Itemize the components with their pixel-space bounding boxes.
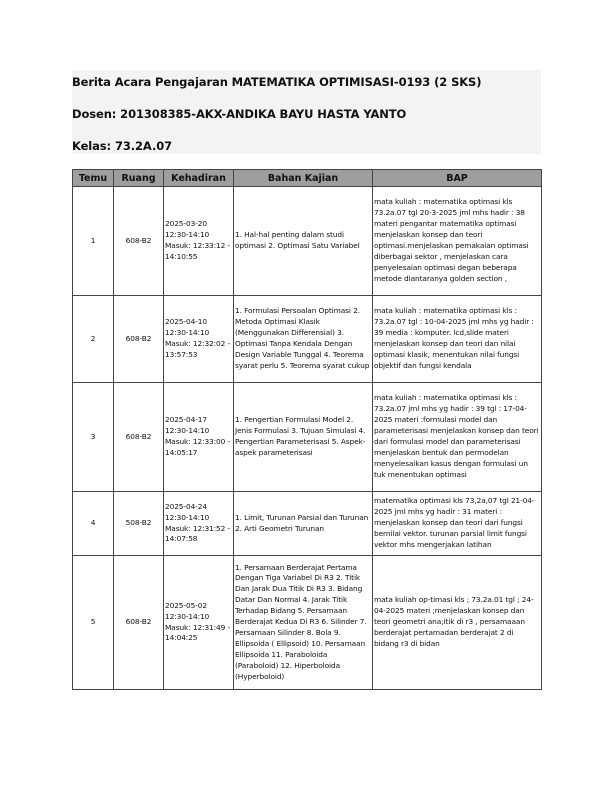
cell-bahan-kajian: 1. Hal-hal penting dalam studi optimasi 2. Optimasi Satu Variabel: [234, 187, 373, 296]
table-row: [73, 383, 542, 492]
table-row: [73, 296, 542, 383]
cell-bahan-kajian: 1. Pengertian Formulasi Model 2. Jenis Formulasi 3. Tujuan Simulasi 4. Pengertian Parameterisasi 5. Aspek-aspek parameterisasi: [234, 383, 373, 492]
cell-bap: mata kuliah : matematika optimasi kls 73.2a.07 tgl 20-3-2025 jml mhs hadir : 38 materi pengantar matematika optimasi menjelaskan konsep dan teori optimasi.menjelaskan pemakaian optimasi diberbagai sektor , menjelaskan cara penyelesaian optimasi degan beberapa metode diantaranya golden section ,: [373, 187, 542, 296]
column-header-temu: Temu: [73, 170, 114, 187]
cell-bap: mata kuliah : matematika optimasi kls : 73.2a.07 tgl : 10-04-2025 jml mhs yg hadir : 39 media : komputer. lcd,slide materi menjelaskan konsep dan teori dan nilai optimasi klasik, menentukan nilai fungsi objektif dan fungsi kendala: [373, 296, 542, 383]
table-row: [73, 556, 542, 690]
cell-bahan-kajian: 1. Persamaan Berderajat Pertama Dengan Tiga Variabel Di R3 2. Titik Dan Jarak Dua Titik Di R3 3. Bidang Datar Dan Normal 4. Jarak Titik Terhadap Bidang 5. Persamaan Berderajat Kedua Di R3 6. Silinder 7. Persamaan Silinder 8. Bola 9. Ellipsoida ( Ellipsoid) 10. Persamaan Ellipsoida 11. Paraboloida (Paraboloid) 12. Hiperboloida (Hyperboloid): [234, 556, 373, 690]
cell-bahan-kajian: 1. Formulasi Persoalan Optimasi 2. Metoda Optimasi Klasik (Menggunakan Differensial) 3. Optimasi Tanpa Kendala Dengan Design Variable Tunggal 4. Teorema syarat perlu 5. Teorema syarat cukup: [234, 296, 373, 383]
header-box: [72, 70, 541, 154]
cell-temu: 5: [73, 556, 114, 690]
lecturer-line: Dosen: 201308385-AKX-ANDIKA BAYU HASTA YANTO: [72, 107, 407, 121]
cell-kehadiran: 2025-04-10 12:30-14:10 Masuk: 12:32:02 - 13:57:53: [164, 296, 234, 383]
cell-ruang: 508-B2: [114, 492, 164, 556]
table-row: [73, 492, 542, 556]
cell-kehadiran: 2025-03-20 12:30-14:10 Masuk: 12:33:12 - 14:10:55: [164, 187, 234, 296]
cell-ruang: 608-B2: [114, 556, 164, 690]
cell-ruang: 608-B2: [114, 296, 164, 383]
column-header-bahan-kajian: Bahan Kajian: [234, 170, 373, 187]
column-header-ruang: Ruang: [114, 170, 164, 187]
cell-temu: 3: [73, 383, 114, 492]
cell-bap: matematika optimasi kls 73,2a,07 tgl 21-04-2025 jml mhs yg hadir : 31 materi : menjelaskan konsep dan teori dari fungsi bernilai vektor. turunan parsial limit fungsi vektor mhs mengerjakan latihan: [373, 492, 542, 556]
cell-kehadiran: 2025-04-24 12:30-14:10 Masuk: 12:31:52 - 14:07:58: [164, 492, 234, 556]
cell-bap: mata kuliah : matematika optimasi kls : 73.2a.07 jml mhs yg hadir : 39 tgl : 17-04-2025 materi :formulasi model dan parameterisasi menjelaskan konsep dan teori dari formulasi model dan parameterisasi menjelaskan bentuk dan permodelan menyelesaikan kasus dengan formulasi un tuk menentukan optimasi: [373, 383, 542, 492]
cell-temu: 1: [73, 187, 114, 296]
cell-temu: 2: [73, 296, 114, 383]
table-header-row: [73, 170, 542, 187]
cell-ruang: 608-B2: [114, 383, 164, 492]
cell-bahan-kajian: 1. Limit, Turunan Parsial dan Turunan 2. Arti Geometri Turunan: [234, 492, 373, 556]
column-header-kehadiran: Kehadiran: [164, 170, 234, 187]
column-header-bap: BAP: [373, 170, 542, 187]
table-row: [73, 187, 542, 296]
cell-ruang: 608-B2: [114, 187, 164, 296]
cell-temu: 4: [73, 492, 114, 556]
class-line: Kelas: 73.2A.07: [72, 139, 173, 153]
document-title: Berita Acara Pengajaran MATEMATIKA OPTIMISASI-0193 (2 SKS): [72, 75, 482, 89]
cell-kehadiran: 2025-05-02 12:30-14:10 Masuk: 12:31:49 - 14:04:25: [164, 556, 234, 690]
cell-kehadiran: 2025-04-17 12:30-14:10 Masuk: 12:33:00 - 14:05:17: [164, 383, 234, 492]
cell-bap: mata kuliah op-timasi kls ; 73.2a.01 tgl ; 24-04-2025 materi ;menjelaskan konsep dan teori geometri ana;itik di r3 , persamaaan berderajat pertamadan berderajat 2 di bidang r3 di bidan: [373, 556, 542, 690]
attendance-table: [72, 169, 542, 690]
